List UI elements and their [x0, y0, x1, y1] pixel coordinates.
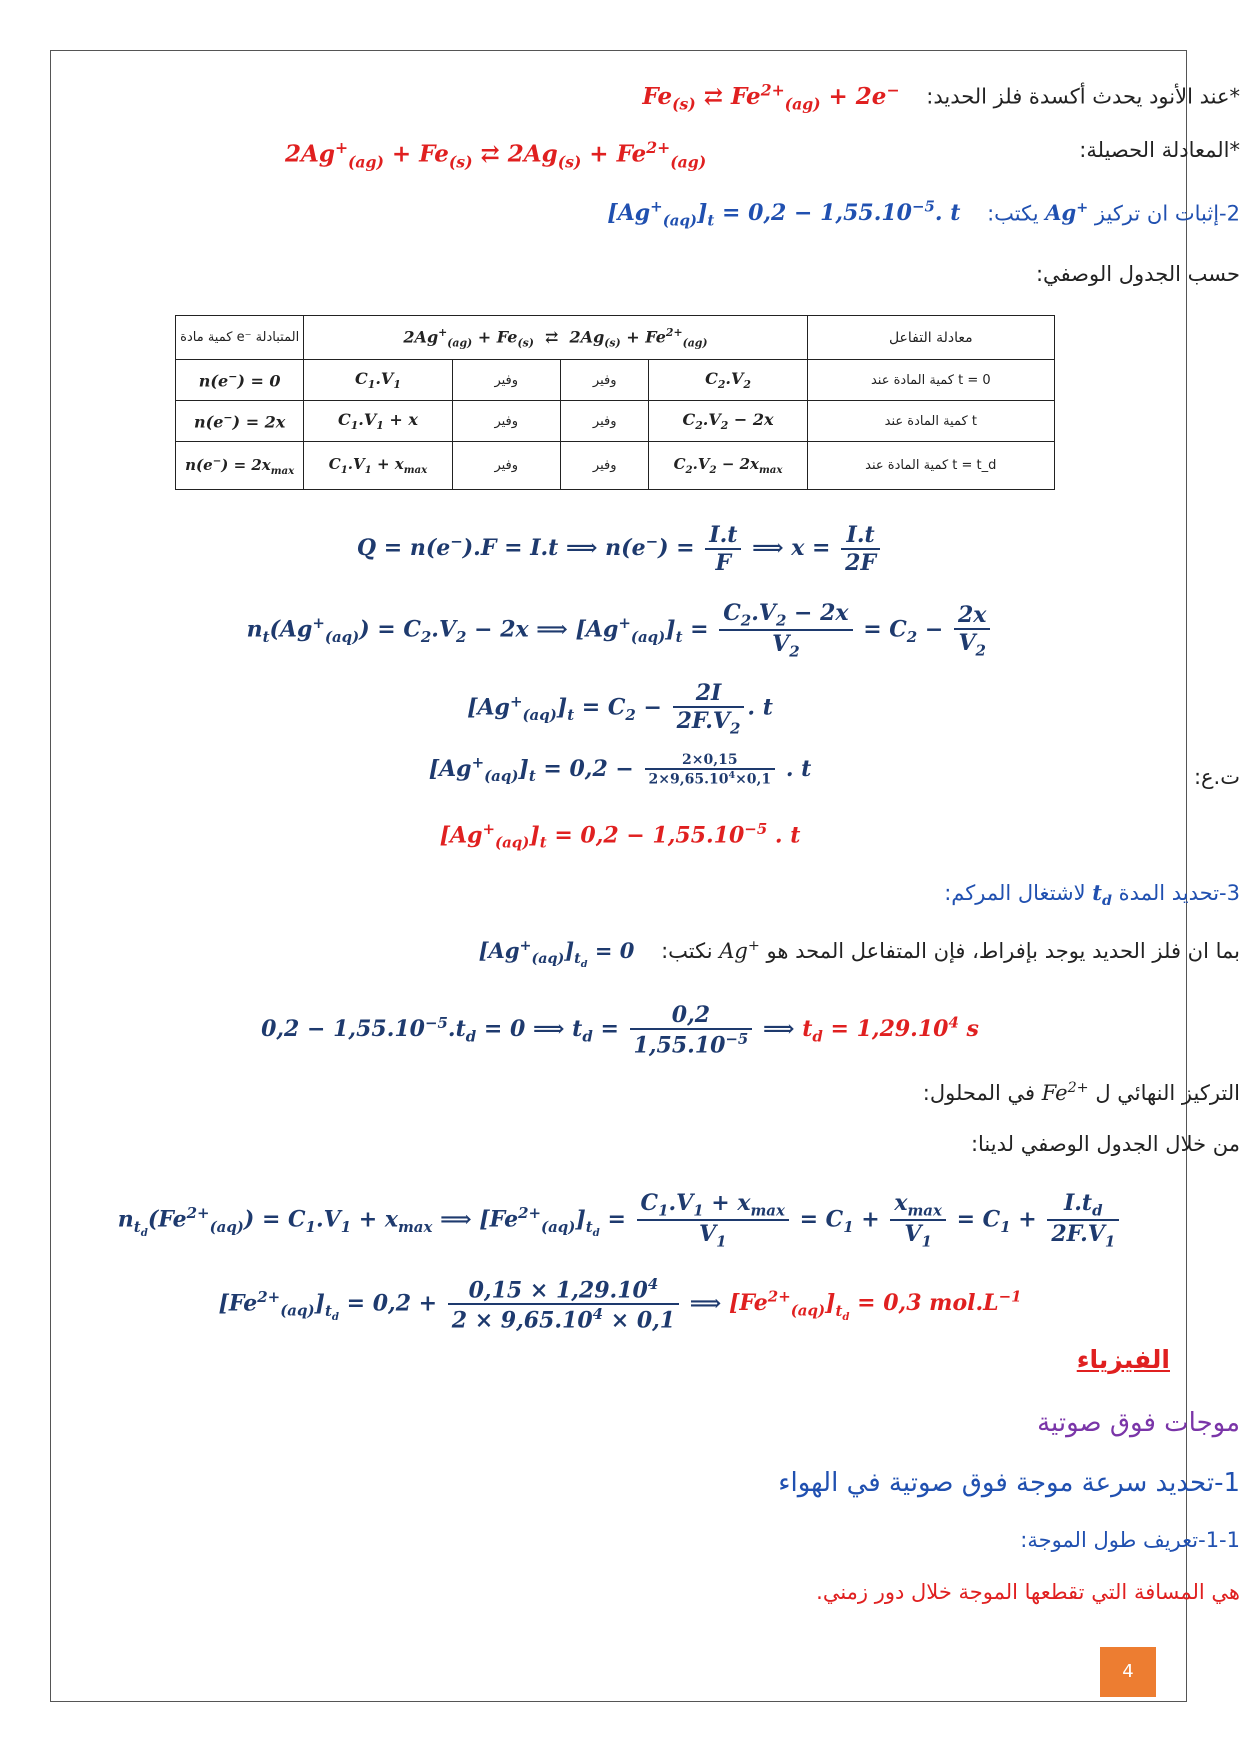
table-cell: وفير [560, 442, 649, 490]
table-row-label: كمية المادة عند t = t_d [807, 442, 1054, 490]
table-cell: وفير [560, 401, 649, 442]
page-number: 4 [1100, 1647, 1156, 1697]
equation-fe-amount: $n_{t_d}(Fe^{2+}_{(aq)}) = C_1.V_1 + x_{max}$ ⟹ $[Fe^{2+}_{(aq)}]_{t_d}$ = $\frac{C_1.V_1 + x_{max}}{V_1}$ = $C_1$ + $\frac{x_{max}}{V_1}$ = $C_1$ + $\frac{I.t_d}{2F.V_1}$ [0, 1190, 1240, 1251]
table-cell: $n(e^-) = 2x_{max}$ [176, 442, 304, 490]
numeric-label: ت.ع: [1193, 765, 1240, 789]
table-cell: $C_1.V_1 + x$ [304, 401, 452, 442]
waves-title: موجات فوق صوتية [1037, 1408, 1240, 1438]
anode-equation: $Fe_{(s)}$ ⇄ $Fe^{2+}_{(ag)} + 2e^-$ [642, 80, 900, 114]
final-conc-line [0, 1080, 1240, 1105]
equation-fe-result: $[Fe^{2+}_{(aq)}]_{t_d} = 0,2$ + $\frac{0,15 \times 1,29.10^4}{2 \times 9,65.10^4 \times 0,1}$ ⟹ $[Fe^{2+}_{(aq)}]_{t_d} = 0,3$ $mol.L^{-1}$ [218, 1275, 1022, 1334]
table-row-label: كمية المادة عند t = 0 [807, 360, 1054, 401]
table-cell: وفير [452, 442, 560, 490]
overall-equation: $2Ag^+_{(ag)} + Fe_{(s)}$ ⇄ $2Ag_{(s)} + Fe^{2+}_{(ag)}$ [285, 138, 707, 172]
table-header-equation: $2Ag^+_{(ag)} + Fe_{(s)}$ ⇄ $2Ag_{(s)} + Fe^{2+}_{(ag)}$ [304, 316, 807, 360]
table-cell: وفير [452, 360, 560, 401]
definition-answer: هي المسافة التي تقطعها الموجة خلال دور زمني. [816, 1580, 1240, 1604]
table-cell: n(e−) = 2x [176, 401, 304, 442]
table-cell: $C_2.V_2$ [649, 360, 807, 401]
table-intro: حسب الجدول الوصفي: [1035, 262, 1240, 286]
table-cell: $C_2.V_2 - 2x$ [649, 401, 807, 442]
physics-heading: الفيزياء [1076, 1345, 1170, 1374]
anode-line [0, 80, 1240, 113]
table-cell: $C_2.V_2 - 2x_{max}$ [649, 442, 807, 490]
q3-line [0, 880, 1240, 909]
q2-line [0, 198, 1240, 230]
progress-table [175, 315, 1055, 490]
equation-ag-amount: $n_t(Ag^+_{(aq)}) = C_2.V_2 - 2x$ ⟹ $[Ag^+_{(aq)}]_t$ = $\frac{C_2.V_2 - 2x}{V_2}$ = $C_2$ − $\frac{2x}{V_2}$ [0, 600, 1240, 661]
limit-text2: نكتب: [661, 939, 713, 963]
definition-title: 1-1-تعريف طول الموجة: [1020, 1528, 1240, 1552]
td-symbol: $t_d$ [1092, 880, 1112, 910]
final-conc-text: التركيز النهائي ل [1095, 1081, 1240, 1105]
limit-text: بما ان فلز الحديد يوجد بإفراط، فإن المتفاعل المحد هو [766, 939, 1240, 963]
limit-line [0, 938, 1240, 970]
fe-ion-symbol: $Fe^{2+}$ [1041, 1080, 1089, 1105]
table-cell: n(e−) = 0 [176, 360, 304, 401]
ag-ion-symbol: Ag+ [1045, 200, 1089, 226]
equation-result: $[Ag^+_{(aq)}]_t = 0,2 - 1,55.10^{-5}$ . t [439, 820, 801, 852]
table-cell: $C_1.V_1 + x_{max}$ [304, 442, 452, 490]
page-frame [50, 50, 1187, 1702]
equation-charge: Q = n(e−).F = I.t ⟹ n(e−) = $\frac{I.t}{F}$ ⟹ x = $\frac{I.t}{2F}$ [0, 522, 1240, 576]
equation-ag-conc: $[Ag^+_{(aq)}]_t = C_2$ − $\frac{2I}{2F.V_2}$ . t [467, 680, 773, 738]
q2-text2: يكتب: [987, 201, 1039, 226]
table-row-label: كمية المادة عند t [807, 401, 1054, 442]
anode-text: *عند الأنود يحدث أكسدة فلز الحديد: [926, 84, 1240, 109]
from-table-text: من خلال الجدول الوصفي لدينا: [970, 1132, 1240, 1156]
table-header-electrons: كمية مادة e⁻ المتبادلة [176, 316, 304, 360]
ag-ion-symbol: Ag+ [719, 938, 760, 963]
q2-text: 2-إثبات ان تركيز [1094, 201, 1240, 226]
equation-numeric: $[Ag^+_{(aq)}]_t = 0,2$ − $\frac{2\times 0,15}{2\times 9,65.10^4\times 0,1}$ . t [428, 752, 812, 788]
limit-equation: $[Ag^+_{(aq)}]_{t_d} = 0$ [478, 938, 635, 971]
table-cell: وفير [452, 401, 560, 442]
table-cell: وفير [560, 360, 649, 401]
q3-text2: لاشتغال المركم: [944, 881, 1086, 905]
q3-text: 3-تحديد المدة [1118, 881, 1240, 905]
overall-text: *المعادلة الحصيلة: [1079, 138, 1240, 162]
final-conc-text2: في المحلول: [922, 1081, 1036, 1105]
table-cell: $C_1.V_1$ [304, 360, 452, 401]
speed-title: 1-تحديد سرعة موجة فوق صوتية في الهواء [778, 1468, 1240, 1498]
q2-equation: $[Ag^+_{(aq)}]_t = 0,2 - 1,55.10^{-5}$. t [607, 198, 961, 230]
equation-td: $0,2 - 1,55.10^{-5}.t_d = 0$ ⟹ $t_d$ = $\frac{0,2}{1,55.10^{-5}}$ ⟹ $t_d = 1,29.10^4$ s [261, 1002, 979, 1059]
table-header-label: معادلة التفاعل [807, 316, 1054, 360]
